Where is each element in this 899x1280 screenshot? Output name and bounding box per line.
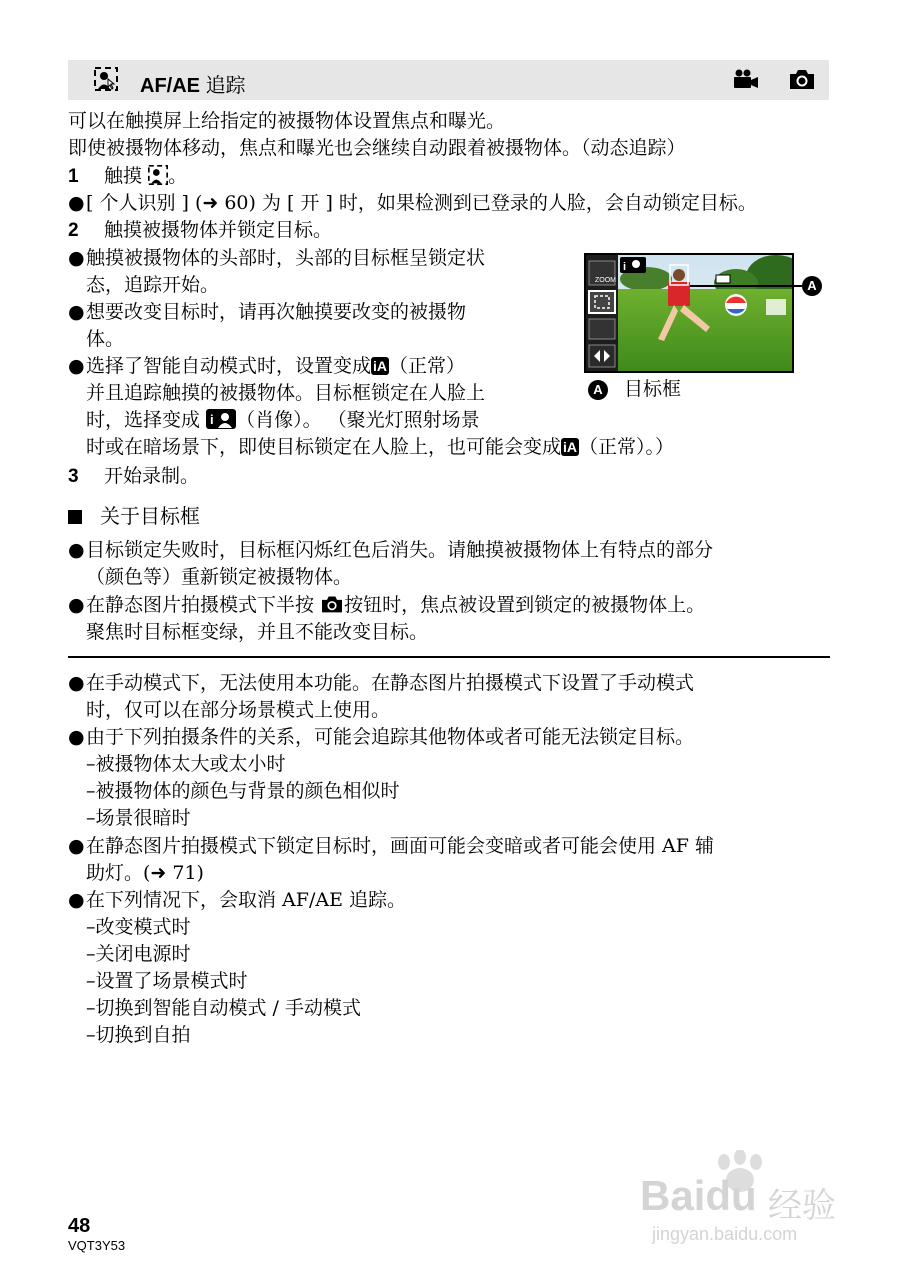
step-2: 2 触摸被摄物体并锁定目标。 [68, 219, 333, 241]
note-1-cont: 时，仅可以在部分场景模式上使用。 [86, 699, 391, 721]
step-2-bullet-3-cont-2: 时，选择变成 i （肖像）。 （聚光灯照射场景 [86, 407, 480, 437]
step-number: 1 [68, 166, 79, 187]
section-title: 关于目标框 [68, 503, 200, 530]
baidu-watermark [640, 1150, 850, 1250]
step-2-bullet-1: ●触摸被摄物体的头部时，头部的目标框呈锁定状 [68, 245, 485, 272]
svg-text:i: i [623, 261, 627, 273]
step-2-bullet-2-cont: 体。 [86, 328, 125, 350]
bullet-icon: ● [68, 594, 85, 616]
bullet-icon: ● [68, 192, 85, 214]
divider [68, 656, 830, 658]
bullet-icon: ● [68, 539, 85, 561]
af-ae-tracking-icon [94, 67, 118, 96]
svg-text:i: i [210, 412, 214, 427]
bullet-icon: ● [68, 835, 85, 857]
step-2-bullet-3: ●选择了智能自动模式时，设置变成 iA （正常） [68, 353, 465, 380]
page-number: 48 [68, 1215, 91, 1237]
intelligent-auto-portrait-icon [206, 409, 236, 437]
callout-line [690, 285, 802, 287]
bullet-icon: ● [68, 672, 85, 694]
note-4-item: –改变模式时 [86, 916, 191, 938]
callout-badge-a: A [802, 276, 822, 296]
document-code: VQT3Y53 [68, 1238, 126, 1253]
step-2-bullet-2: ●想要改变目标时，请再次触摸要改变的被摄物 [68, 299, 466, 326]
note-2-item: –场景很暗时 [86, 807, 191, 829]
note-2-item: –被摄物体的颜色与背景的颜色相似时 [86, 780, 400, 802]
page-title: AF/AE 追踪 [140, 73, 246, 97]
photo-camera-icon [788, 67, 816, 96]
photo-camera-icon [320, 594, 344, 622]
figure-caption: 目标框 [624, 378, 682, 400]
note-3: ●在静态图片拍摄模式下锁定目标时，画面可能会变暗或者可能会使用 AF 辅 [68, 833, 714, 860]
intelligent-auto-icon: iA [563, 439, 578, 455]
section-bullet-2-cont: 聚焦时目标框变绿，并且不能改变目标。 [86, 621, 429, 643]
camera-screen-photo [586, 255, 792, 371]
watermark-brand-cn: 经验 [768, 1186, 836, 1226]
note-2: ●由于下列拍摄条件的关系，可能会追踪其他物体或者可能无法锁定目标。 [68, 724, 694, 751]
af-ae-tracking-icon [148, 165, 168, 193]
camera-screen-figure [584, 253, 794, 373]
bullet-icon: ● [68, 355, 85, 377]
bullet-icon: ● [68, 247, 85, 269]
zoom-label: ZOOM [595, 277, 616, 284]
note-4-item: –切换到智能自动模式 / 手动模式 [86, 997, 361, 1019]
note-4-item: –设置了场景模式时 [86, 970, 248, 992]
bullet-icon: ● [68, 726, 85, 748]
section-bullet-2: ●在静态图片拍摄模式下半按 按钮时，焦点被设置到锁定的被摄物体上。 [68, 592, 705, 622]
note-4-item: –关闭电源时 [86, 943, 191, 965]
intelligent-auto-icon: iA [373, 358, 388, 374]
step-2-bullet-1-cont: 态，追踪开始。 [86, 274, 220, 296]
step-text: 触摸 [104, 165, 143, 187]
step-2-bullet-3-cont-1: 并且追踪触摸的被摄物体。目标框锁定在人脸上 [86, 382, 486, 404]
step-1: 1 触摸 。 [68, 163, 187, 193]
section-bullet-1-cont: （颜色等）重新锁定被摄物体。 [86, 566, 353, 588]
step-2-bullet-3-cont-3: 时或在暗场景下，即使目标锁定在人脸上，也可能会变成 iA （正常）。） [86, 436, 675, 458]
intro-line-2: 即使被摄物体移动，焦点和曝光也会继续自动跟着被摄物体。（动态追踪） [68, 137, 686, 159]
bullet-icon: ● [68, 301, 85, 323]
bullet-icon: ● [68, 889, 85, 911]
step-1-note: ●[ 个人识别 ] (➜ 60) 为 [ 开 ] 时，如果检测到已登录的人脸，会自动锁定目标。 [68, 190, 757, 217]
section-bullet-1: ●目标锁定失败时，目标框闪烁红色后消失。请触摸被摄物体上有特点的部分 [68, 537, 713, 564]
watermark-brand: Baidu [640, 1172, 757, 1219]
note-2-item: –被摄物体太大或太小时 [86, 753, 286, 775]
note-1: ●在手动模式下，无法使用本功能。在静态图片拍摄模式下设置了手动模式 [68, 670, 694, 697]
video-camera-icon [733, 69, 759, 94]
note-4-item: –切换到自拍 [86, 1024, 191, 1046]
note-3-cont: 助灯。(➜ 71) [86, 862, 204, 884]
square-bullet-icon [68, 510, 82, 524]
intro-line-1: 可以在触摸屏上给指定的被摄物体设置焦点和曝光。 [68, 110, 506, 132]
watermark-url: jingyan.baidu.com [652, 1224, 798, 1244]
note-4: ●在下列情况下，会取消 AF/AE 追踪。 [68, 887, 406, 914]
step-3: 3 开始录制。 [68, 465, 200, 487]
caption-badge-a: A [588, 380, 608, 400]
